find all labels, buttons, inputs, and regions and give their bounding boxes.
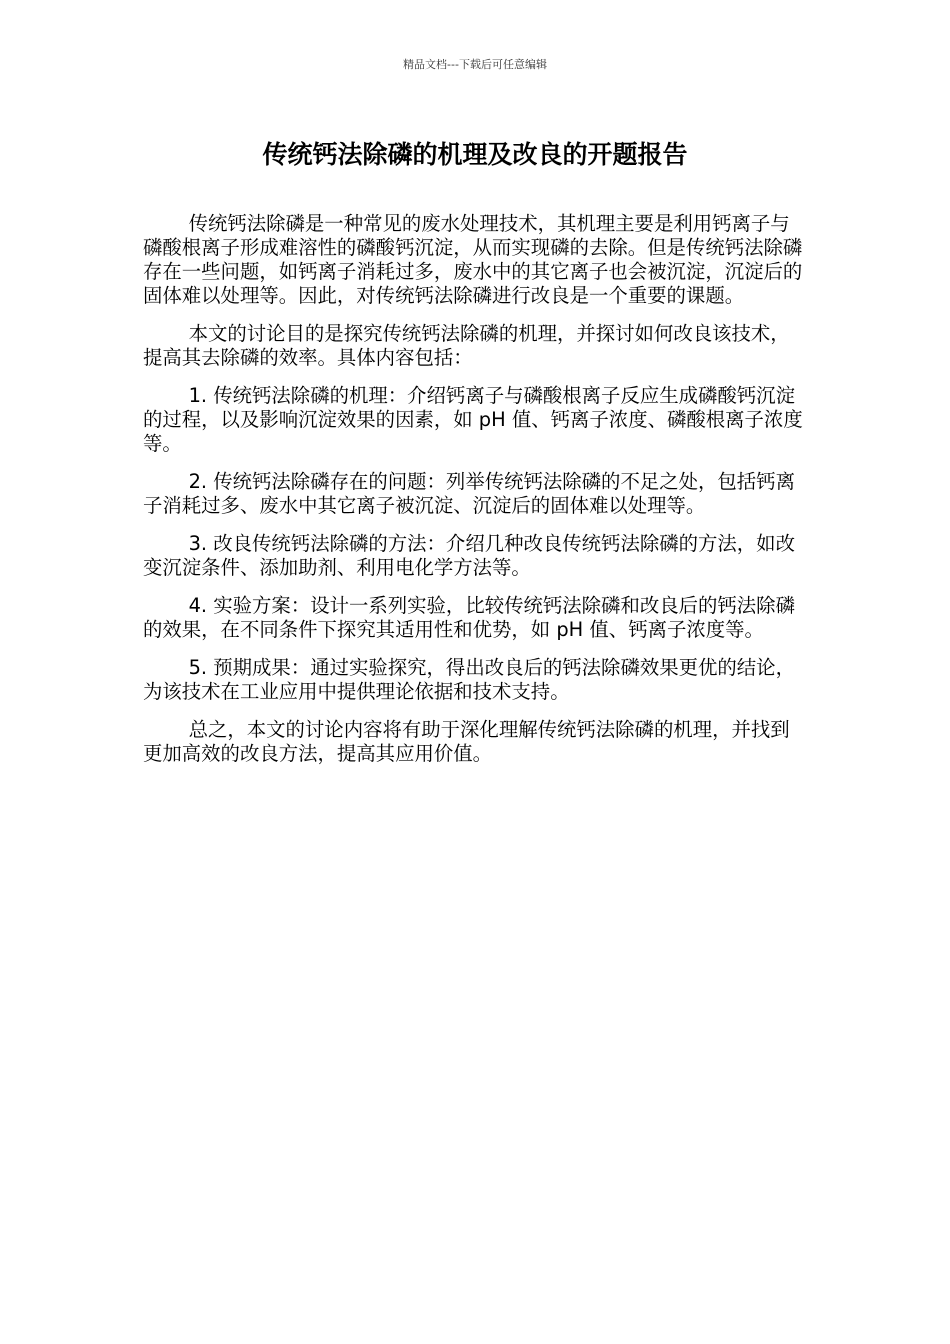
list-item-2: 2. 传统钙法除磷存在的问题：列举传统钙法除磷的不足之处，包括钙离子消耗过多、废水中其它离子被沉淀、沉淀后的固体难以处理等。: [143, 470, 795, 517]
paragraph-intro: 传统钙法除磷是一种常见的废水处理技术，其机理主要是利用钙离子与磷酸根离子形成难溶性的磷酸钙沉淀，从而实现磷的去除。但是传统钙法除磷存在一些问题，如钙离子消耗过多，废水中的其它离子也会被沉淀，沉淀后的固体难以处理等。因此，对传统钙法除磷进行改良是一个重要的课题。: [143, 212, 803, 307]
list-item-4: 4. 实验方案：设计一系列实验，比较传统钙法除磷和改良后的钙法除磷的效果，在不同条件下探究其适用性和优势，如 pH 值、钙离子浓度等。: [143, 594, 795, 641]
list-item-5: 5. 预期成果：通过实验探究，得出改良后的钙法除磷效果更优的结论，为该技术在工业应用中提供理论依据和技术支持。: [143, 656, 795, 703]
list-item-1: 1. 传统钙法除磷的机理：介绍钙离子与磷酸根离子反应生成磷酸钙沉淀的过程，以及影响沉淀效果的因素，如 pH 值、钙离子浓度、磷酸根离子浓度等。: [143, 384, 803, 455]
paragraph-purpose: 本文的讨论目的是探究传统钙法除磷的机理，并探讨如何改良该技术，提高其去除磷的效率。具体内容包括：: [143, 322, 790, 369]
paragraph-conclusion: 总之，本文的讨论内容将有助于深化理解传统钙法除磷的机理，并找到更加高效的改良方法，提高其应用价值。: [143, 718, 790, 765]
list-item-3: 3. 改良传统钙法除磷的方法：介绍几种改良传统钙法除磷的方法，如改变沉淀条件、添加助剂、利用电化学方法等。: [143, 532, 795, 579]
header-note: 精品文档---下载后可任意编辑: [403, 58, 547, 71]
document-body: [143, 212, 807, 780]
document-title: 传统钙法除磷的机理及改良的开题报告: [262, 140, 688, 169]
